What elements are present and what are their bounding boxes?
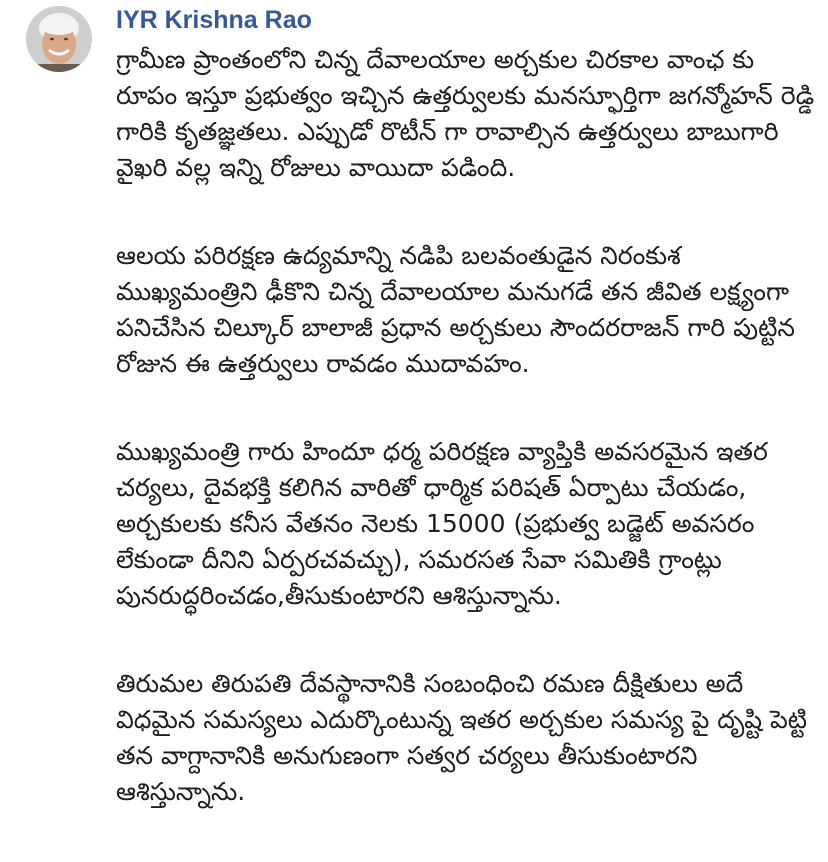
post-paragraph-3: ముఖ్యమంత్రి గారు హిందూ ధర్మ పరిరక్షణ వ్యాప్తికి అవసరమైన ఇతర చర్యలు, దైవభక్తి కలిగిన వారితో ధార్మిక పరిషత్ ఏర్పాటు చేయడం, అర్చకులకు కనీస వేతనం నెలకు 15000 (ప్రభుత్వ బడ్జెట్ అవసరం లేకుండా దీనిని ఏర్పరచవచ్చు), సమరసత సేవా సమితికి గ్రాంట్లు పునరుద్ధరించడం,తీసుకుంటారని ఆశిస్తున్నాను.: [116, 437, 768, 610]
post-paragraph-1: గ్రామీణ ప్రాంతంలోని చిన్న దేవాలయాల అర్చకుల చిరకాల వాంఛ కు రూపం ఇస్తూ ప్రభుత్వం ఇచ్చిన ఉత్తర్వులకు మనస్ఫూర్తిగా జగన్మోహన్ రెడ్డి గారికి కృతజ్ఞతలు. ఎప్పుడో రొటీన్ గా రావాల్సిన ఉత్తర్వులు బాబుగారి వైఖరి వల్ల ఇన్ని రోజులు వాయిదా పడింది.: [116, 45, 815, 182]
author-avatar[interactable]: [26, 6, 92, 72]
post-paragraph-2: ఆలయ పరిరక్షణ ఉద్యమాన్ని నడిపి బలవంతుడైన నిరంకుశ ముఖ్యమంత్రిని ఢీకొని చిన్న దేవాలయాల మనుగడే తన జీవిత లక్ష్యంగా పనిచేసిన చిల్కూర్ బాలాజీ ప్రధాన అర్చకులు సౌందరరాజన్ గారి పుట్టిన రోజున ఈ ఉత్తర్వులు రావడం ముదావహం.: [116, 241, 795, 378]
post-body: [116, 42, 816, 862]
author-name-link[interactable]: IYR Krishna Rao: [116, 6, 312, 34]
post-paragraph-4: తిరుమల తిరుపతి దేవస్థానానికి సంబంధించి రమణ దీక్షితులు అదే విధమైన సమస్యలు ఎదుర్కొంటున్న ఇతర అర్చకుల సమస్య పై దృష్టి పెట్టి తన వాగ్దానానికి అనుగుణంగా సత్వర చర్యలు తీసుకుంటారని ఆశిస్తున్నాను.: [116, 669, 808, 806]
